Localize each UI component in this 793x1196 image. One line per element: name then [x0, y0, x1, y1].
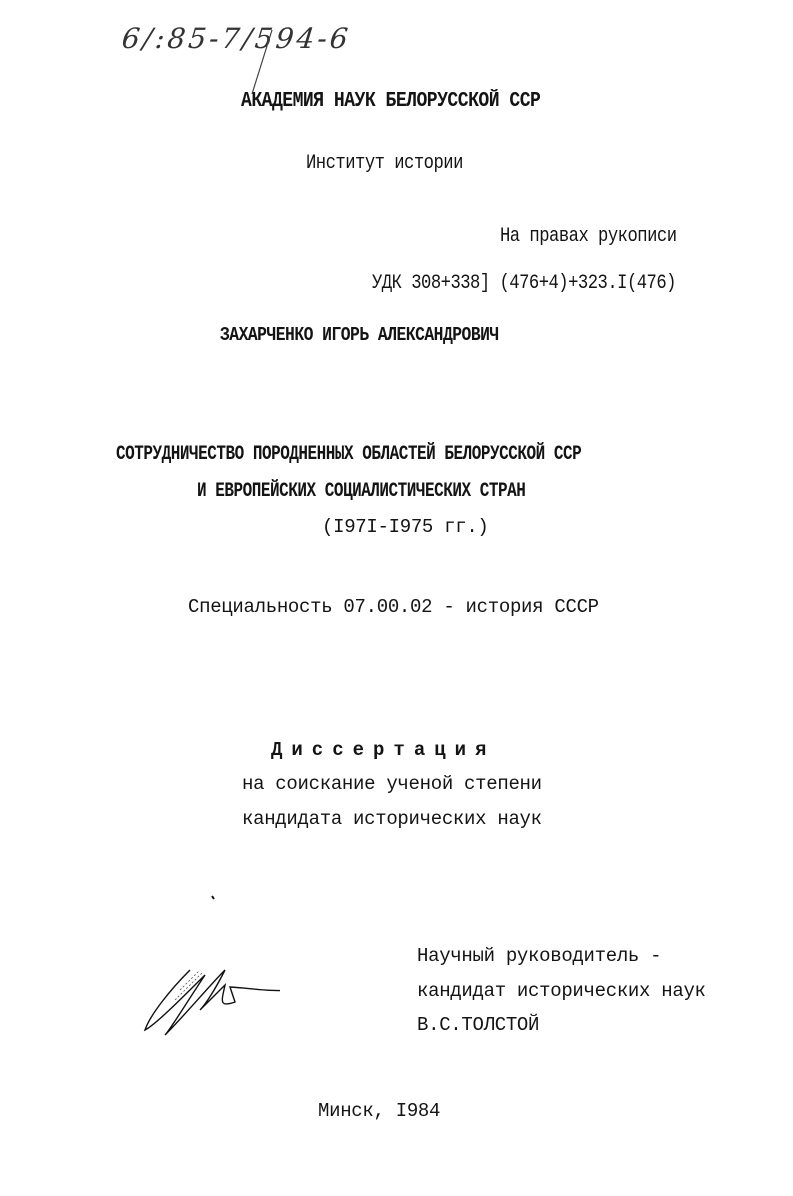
- place-year: Минск, I984: [318, 1100, 441, 1122]
- udc-code: УДК 308+338] (476+4)+323.I(476): [372, 272, 676, 295]
- institute-name: Институт истории: [306, 152, 463, 175]
- supervisor-name: В.С.ТОЛСТОЙ: [417, 1014, 540, 1036]
- title-years: (I97I-I975 гг.): [322, 516, 489, 538]
- pen-stroke-mark: [248, 28, 278, 98]
- supervisor-degree: кандидат исторических наук: [417, 980, 706, 1002]
- academy-name: АКАДЕМИЯ НАУК БЕЛОРУССКОЙ ССР: [241, 90, 541, 113]
- title-line-1: СОТРУДНИЧЕСТВО ПОРОДНЕННЫХ ОБЛАСТЕЙ БЕЛОРУССКОЙ ССР: [116, 443, 582, 466]
- specialty: Специальность 07.00.02 - история СССР: [188, 596, 599, 618]
- supervisor-role: Научный руководитель -: [417, 945, 662, 967]
- archive-mark: 6/:85-7/594-6: [120, 22, 353, 55]
- title-line-2: И ЕВРОПЕЙСКИХ СОЦИАЛИСТИЧЕСКИХ СТРАН: [197, 480, 526, 503]
- dissertation-field-line: кандидата исторических наук: [242, 808, 542, 830]
- author-name: ЗАХАРЧЕНКО ИГОРЬ АЛЕКСАНДРОВИЧ: [220, 324, 499, 346]
- signature: [130, 890, 280, 1040]
- dissertation-degree-line: на соискание ученой степени: [242, 773, 542, 795]
- rights-notice: На правах рукописи: [500, 225, 677, 248]
- dissertation-label: Диссертация: [271, 739, 496, 761]
